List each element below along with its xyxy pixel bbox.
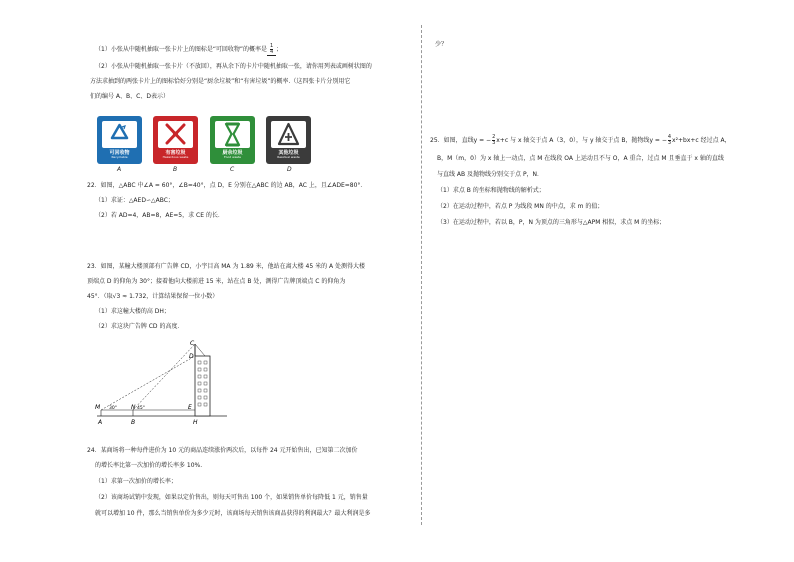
label-e: E [188,404,192,411]
continuation-text: 少？ [435,41,448,48]
q21-part2-line3: 们的编号 A、B、C、D表示） [90,93,169,100]
column-divider [421,25,422,525]
q24-stem-line1: 24．某商场将一种每件进价为 10 元的商品连续涨价两次后，以每件 24 元开始售出，已知第二次加价 [87,447,358,454]
q24-part2-line2: 就可以增加 10 件，那么当销售单价为多少元时，该商场每天销售该商品获得的利润最大？最大利润是多 [95,510,371,517]
card-en-label: Recyclable [111,155,128,159]
fraction: $\frac{4}{3}$ [667,134,672,146]
card-letter-c: C [230,166,235,173]
card-en-label: Hazardous waste [162,155,189,159]
building [195,356,210,416]
q25-part2: （2）在运动过程中，若点 P 为线段 MN 的中点，求 m 的值； [437,203,604,210]
q24-part2-line1: （2）该商场试销中发现，如果以定价售出，则每天可售出 100 个，如果销售单价每降低 1 元，销售量 [95,494,368,501]
angle-30-label: 30° [109,406,117,411]
q25-part3: （3）在运动过程中，若以 B，P，N 为顶点的三角形与△APM 相似，求点 M 的坐标； [437,219,666,226]
q25-stem-line2: B，M（m，0）为 x 轴上一动点，点 M 在线段 OA 上运动且不与 O，A 重合，过点 M 且垂直于 x 轴的直线 [437,155,724,162]
answer-blank [267,44,276,56]
q23-part1: （1）求这幢大楼的高 DH； [95,308,170,315]
q21-part1: （1）小张从中随机抽取一张卡片上的图标是“可回收物”的概率是 $\frac{1}{4}$ ； [95,43,283,55]
q23-stem-line3: 45°．（取√3 ≈ 1.732，计算结果保留一位小数） [87,293,219,300]
q25-stem-line3: 与直线 AB 及抛物线分别交于点 P，N． [437,171,544,178]
card-en-label: Food waste [223,155,242,159]
building-figure [95,336,235,432]
card-cn-label: 可回收物 [109,150,130,156]
hazard-cross-icon [158,121,193,148]
sight-line-c [133,344,195,410]
card-cn-label: 厨余垃圾 [222,150,243,156]
q23-stem-line2: 顶端点 D 的仰角为 30°；接着他向大楼前进 15 米，站在点 B 处，测得广告牌顶端点 C 的仰角为 [87,278,346,285]
label-n: N [131,404,136,411]
card-letter-d: D [287,166,292,173]
q21-part2-line2: 方法求抽到的两张卡片上的图标恰好分别是“厨余垃圾”和“有害垃圾”的概率.（这四张卡片分别用它 [90,78,351,85]
q24-stem-line2: 的增长率比第一次加价的增长率多 10%. [95,462,203,469]
fraction: $\frac{2}{3}$ [492,134,496,146]
card-hazardous [153,116,198,164]
sight-line-d [101,356,195,410]
food-waste-icon [215,121,250,148]
card-residual [266,116,311,164]
q25-part1: （1）求点 B 的坐标和抛物线的解析式； [437,187,545,194]
fraction: $\frac{1}{4}$ [270,43,274,55]
q22-part2: （2）若 AD=4，AB=8，AE=5，求 CE 的长． [95,212,224,219]
angle-45-label: 45° [137,406,145,411]
label-d: D [189,353,194,360]
card-letter-a: A [117,166,122,173]
label-a: A [98,419,103,426]
q25-stem-line1: 25．如图，直线y = − $\frac{2}{3}$ x+c 与 x 轴交于点 A（3，0），与 y 轴交于点 B，抛物线y = − $\frac{4}{3}$ x²+bx+c 经过点 A， [430,134,731,146]
q23-stem-line1: 23．如图，某幢大楼顶部有广告牌 CD，小宇目高 MA 为 1.89 米，他站在离大楼 45 米的 A 处测得大楼 [87,263,365,270]
card-cn-label: 有害垃圾 [165,150,186,156]
residual-waste-icon [271,121,306,148]
q21-part2-line1: （2）小张从中随机抽取一张卡片（不放回），再从余下的卡片中随机抽取一张，请你用列表或画树状图的 [95,63,372,70]
q22-part1: （1）求证：△AED∽△ABC； [95,197,174,204]
label-m: M [95,404,101,411]
label-h: H [193,419,198,426]
card-cn-label: 其他垃圾 [278,150,299,156]
recycle-icon [102,121,137,148]
card-recyclable [97,116,142,164]
q22-stem: 22．如图，△ABC 中∠A = 60°，∠B=40°，点 D，E 分别在△ABC 的边 AB，AC 上，且∠ADE=80°． [87,182,367,189]
label-c: C [190,340,195,347]
card-letter-b: B [173,166,178,173]
q24-part1: （1）求第一次加价的增长率； [95,478,177,485]
label-b: B [131,419,136,426]
card-en-label: Residual waste [277,155,300,159]
card-food [210,116,255,164]
q23-part2: （2）求这块广告牌 CD 的高度． [95,323,184,330]
